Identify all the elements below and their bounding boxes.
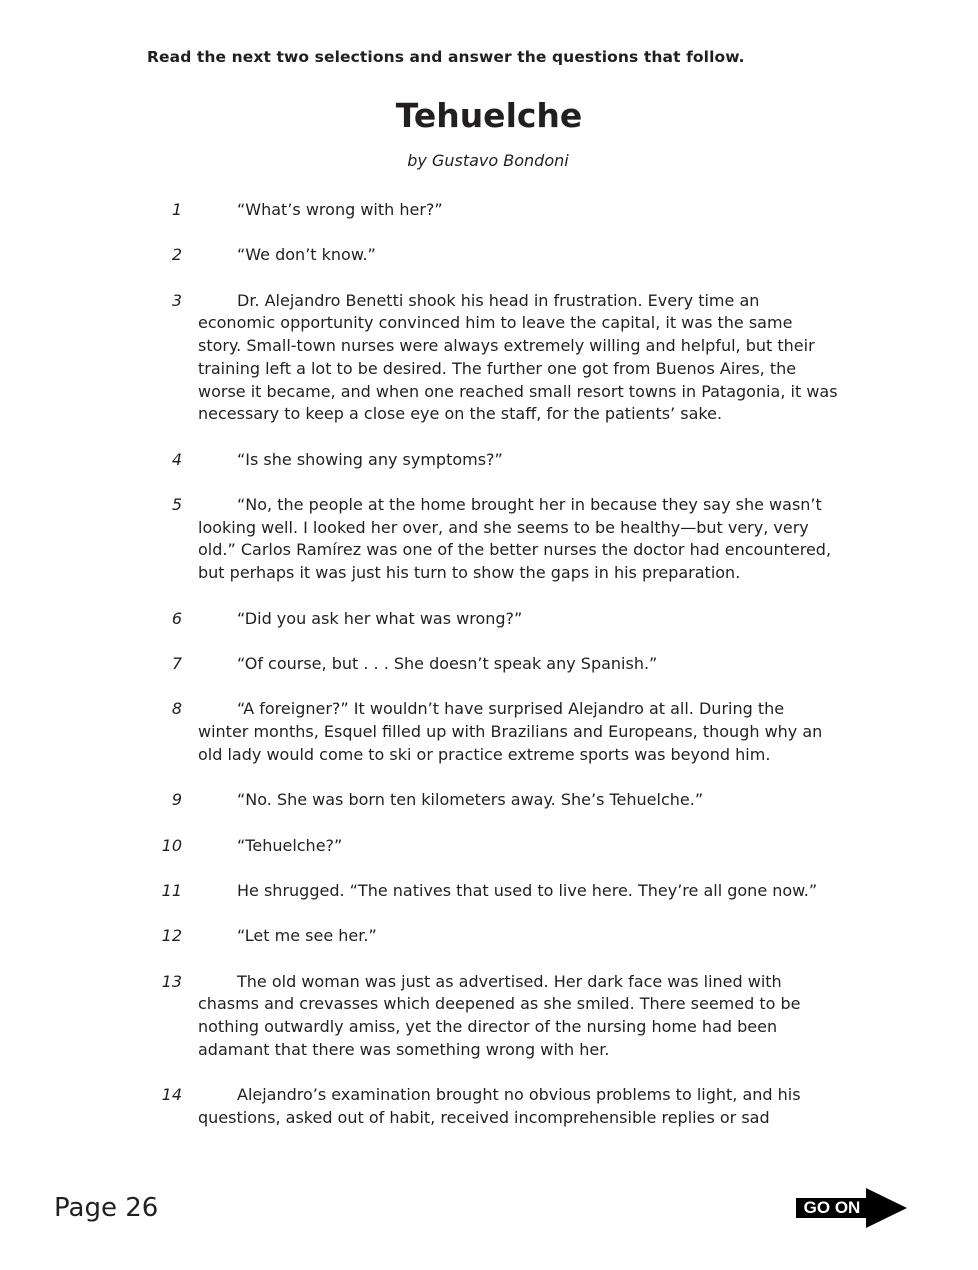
paragraph-number: 10	[161, 835, 182, 855]
paragraph-text: “We don’t know.”	[237, 245, 376, 265]
paragraph	[140, 1084, 840, 1129]
paragraph-number: 11	[161, 880, 182, 900]
go-on-label: GO ON	[803, 1198, 861, 1217]
paragraph-number: 5	[171, 495, 182, 515]
passage	[140, 199, 840, 1152]
paragraph-number: 4	[171, 449, 182, 469]
paragraph	[140, 653, 840, 676]
paragraph-number: 9	[171, 790, 182, 810]
instructions: Read the next two selections and answer the questions that follow.	[147, 48, 745, 66]
paragraph-number: 3	[171, 290, 182, 310]
paragraph	[140, 880, 840, 903]
page-number: Page 26	[54, 1193, 159, 1223]
paragraph	[140, 199, 840, 222]
paragraph-text: “Is she showing any symptoms?”	[237, 449, 503, 469]
go-on-arrow	[796, 1187, 908, 1229]
paragraph-number: 14	[161, 1085, 182, 1105]
paragraph-text: “No. She was born ten kilometers away. She’s Tehuelche.”	[237, 790, 704, 810]
paragraph-number: 13	[161, 971, 182, 991]
paragraph	[140, 494, 840, 585]
paragraph	[140, 449, 840, 472]
paragraph-number: 6	[171, 608, 182, 628]
paragraph	[140, 835, 840, 858]
paragraph	[140, 971, 840, 1062]
paragraph-text: Alejandro’s examination brought no obvious problems to light, and his questions, asked out of habit, received incomprehensible replies or sad	[198, 1085, 801, 1127]
paragraph	[140, 789, 840, 812]
story-title: Tehuelche	[395, 96, 583, 135]
paragraph-text: “Of course, but . . . She doesn’t speak any Spanish.”	[237, 653, 658, 673]
paragraph	[140, 698, 840, 766]
paragraph-number: 2	[171, 245, 182, 265]
paragraph-text: He shrugged. “The natives that used to live here. They’re all gone now.”	[237, 880, 818, 900]
paragraph	[140, 244, 840, 267]
paragraph-text: “Let me see her.”	[237, 926, 377, 946]
paragraph	[140, 290, 840, 426]
paragraph-text: “Tehuelche?”	[237, 835, 343, 855]
paragraph-text: Dr. Alejandro Benetti shook his head in frustration. Every time an economic opportunity convinced him to leave the capital, it was the same story. Small-town nurses were always extremely willing and helpful, but their training left a lot to be desired. The further one got from Buenos Aires, the worse it became, and when one reached small resort towns in Patagonia, it was necessary to keep a close eye on the staff, for the patients’ sake.	[198, 290, 838, 424]
paragraph-text: “What’s wrong with her?”	[237, 200, 443, 219]
paragraph	[140, 925, 840, 948]
paragraph-text: “A foreigner?” It wouldn’t have surprised Alejandro at all. During the winter months, Esquel filled up with Brazilians and Europeans, though why an old lady would come to ski or practice extreme sports was beyond him.	[198, 699, 823, 764]
paragraph-text: “Did you ask her what was wrong?”	[237, 608, 523, 628]
paragraph-text: “No, the people at the home brought her in because they say she wasn’t looking well. I looked her over, and she seems to be healthy—but very, very old.” Carlos Ramírez was one of the better nurses the doctor had encountered, but perhaps it was just his turn to show the gaps in his preparation.	[198, 495, 832, 583]
paragraph-number: 8	[171, 699, 182, 719]
paragraph	[140, 608, 840, 631]
byline: by Gustavo Bondoni	[407, 151, 569, 170]
paragraph-text: The old woman was just as advertised. Her dark face was lined with chasms and crevasses which deepened as she smiled. There seemed to be nothing outwardly amiss, yet the director of the nursing home had been adamant that there was something wrong with her.	[198, 971, 801, 1059]
paragraph-number: 12	[161, 926, 182, 946]
paragraph-number: 1	[171, 200, 182, 219]
paragraph-number: 7	[171, 653, 182, 673]
